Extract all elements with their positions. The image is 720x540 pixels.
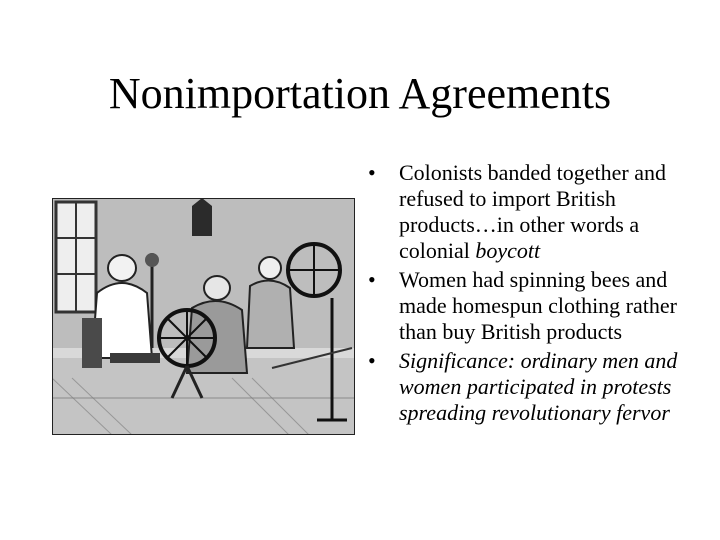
bullet-marker: •: [368, 267, 376, 292]
bullet-item-significance: [364, 348, 704, 426]
bullet-item-boycott: [364, 160, 704, 264]
bullet-text: Colonists banded together and refused to import British products…in other words a colonial: [399, 160, 667, 263]
bullet-marker: •: [368, 348, 376, 373]
bullet-item-spinning-bees: [364, 267, 704, 345]
bullet-text: Significance: ordinary men and women participated in protests spreading revolutionary fervor: [399, 348, 678, 425]
bullet-list: [364, 160, 704, 429]
slide-title: Nonimportation Agreements: [108, 69, 612, 118]
bullet-marker: •: [368, 160, 376, 185]
bullet-emphasis: boycott: [475, 238, 541, 263]
spinning-engraving-image: [52, 198, 355, 435]
bullet-text: Women had spinning bees and made homespun clothing rather than buy British products: [399, 267, 677, 344]
